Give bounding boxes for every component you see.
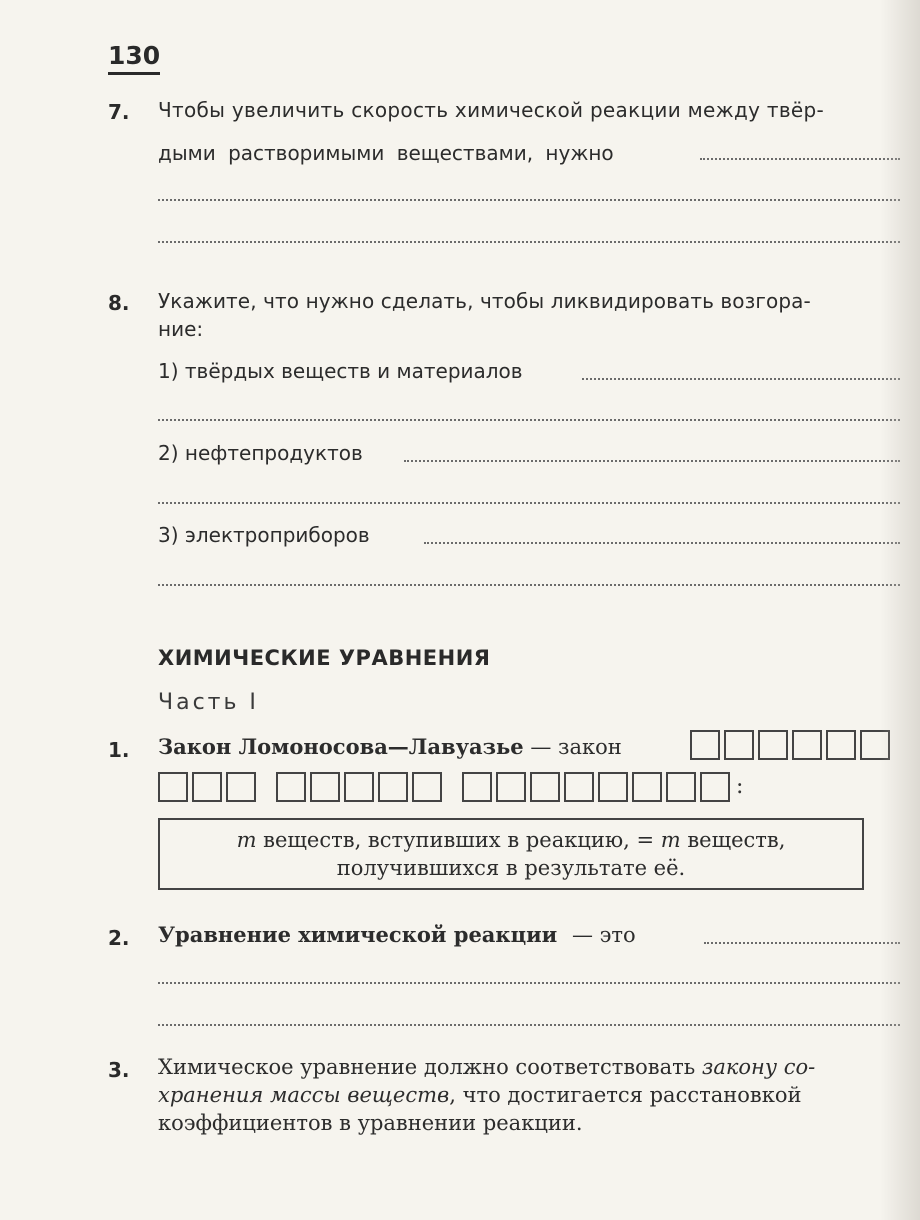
letter-box[interactable] [826,730,856,760]
letter-box[interactable] [564,772,594,802]
answer-line-8-3a[interactable] [424,542,900,544]
law-line [158,734,622,760]
letter-box[interactable] [758,730,788,760]
page-number: 130 [108,42,160,75]
letter-box[interactable] [724,730,754,760]
boxes-colon: : [736,774,744,799]
letter-box[interactable] [310,772,340,802]
letter-box[interactable] [632,772,662,802]
answer-line-8-2b[interactable] [158,502,900,504]
letter-box[interactable] [690,730,720,760]
question-8-item-2: 2) нефтепродуктов [158,441,363,465]
question-7-line-1: Чтобы увеличить скорость химической реакции между твёр- [158,98,825,122]
letter-box[interactable] [192,772,222,802]
mass-symbol-2: m [660,828,681,852]
letter-box[interactable] [344,772,374,802]
letter-box[interactable] [666,772,696,802]
letter-boxes-row-1 [690,730,890,760]
answer-line-8-3b[interactable] [158,584,900,586]
equation-definition-line [158,922,636,948]
answer-line-2b[interactable] [158,982,900,984]
answer-line-7a[interactable] [700,158,900,160]
law-name: Закон Ломоносова—Лавуазье [158,734,524,759]
paragraph-3-text-2b: , что достигается расстановкой [449,1083,802,1107]
letter-box[interactable] [412,772,442,802]
book-fold-shadow [880,0,920,1220]
law-formula-box [158,818,864,890]
answer-line-2c[interactable] [158,1024,900,1026]
answer-line-8-1a[interactable] [582,378,900,380]
answer-line-7b[interactable] [158,199,900,201]
paragraph-3-line-2 [158,1082,801,1108]
letter-box[interactable] [792,730,822,760]
letter-box[interactable] [496,772,526,802]
question-8-line-1: Укажите, что нужно сделать, чтобы ликвидировать возгора- [158,289,811,313]
letter-box[interactable] [276,772,306,802]
paragraph-3-text-1a: Химическое уравнение должно соответствовать [158,1055,702,1079]
answer-line-7c[interactable] [158,241,900,243]
law-formula-line-1 [160,826,862,854]
law-dash-text: — закон [530,735,622,759]
paragraph-3-text-2a: хранения массы веществ [158,1083,450,1107]
word-gap [446,772,458,802]
paragraph-3-text-1b: закону со- [701,1055,816,1079]
question-7-number: 7. [108,100,130,124]
part-label: Часть I [158,690,259,715]
letter-box[interactable] [226,772,256,802]
answer-line-8-1b[interactable] [158,419,900,421]
law-formula-text-1: веществ, вступивших в реакцию, = [256,828,661,852]
answer-line-8-2a[interactable] [404,460,900,462]
section-title: ХИМИЧЕСКИЕ УРАВНЕНИЯ [158,646,491,670]
letter-box[interactable] [700,772,730,802]
equation-dash-text: — это [571,923,636,947]
word-gap [260,772,272,802]
letter-box[interactable] [462,772,492,802]
question-8-item-1: 1) твёрдых веществ и материалов [158,359,523,383]
letter-boxes-row-2 [158,772,743,802]
question-8-number: 8. [108,291,130,315]
letter-box[interactable] [530,772,560,802]
answer-line-2a[interactable] [704,942,900,944]
question-8-item-3: 3) электроприборов [158,523,370,547]
paragraph-1-number: 1. [108,738,130,762]
mass-symbol-1: m [236,828,257,852]
paragraph-3-line-3: коэффициентов в уравнении реакции. [158,1111,583,1135]
letter-box[interactable] [378,772,408,802]
question-8-line-2: ние: [158,317,204,341]
law-formula-text-2: веществ, [680,828,786,852]
paragraph-2-number: 2. [108,926,130,950]
law-formula-line-2: получившихся в результате её. [336,856,686,880]
equation-term: Уравнение химической реакции [158,922,558,947]
letter-box[interactable] [598,772,628,802]
question-7-line-2: дыми растворимыми веществами, нужно [158,141,614,165]
paragraph-3-line-1 [158,1054,815,1080]
letter-box[interactable] [158,772,188,802]
paragraph-3-number: 3. [108,1058,130,1082]
